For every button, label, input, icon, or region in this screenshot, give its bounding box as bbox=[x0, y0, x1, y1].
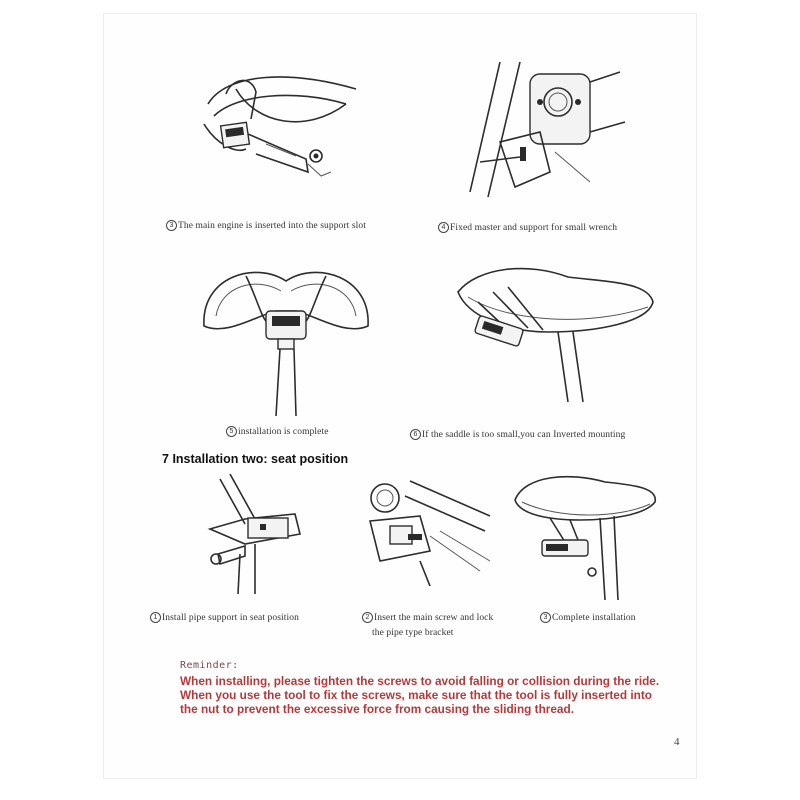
caption-step-6: 6 If the saddle is too small,you can Inverted mounting bbox=[410, 429, 625, 440]
page-number: 4 bbox=[674, 736, 680, 748]
figure-engine-insert bbox=[196, 64, 376, 189]
figure-installation-complete bbox=[196, 256, 376, 416]
caption-step-3: 3 The main engine is inserted into the support slot bbox=[166, 220, 366, 231]
section-heading: 7 Installation two: seat position bbox=[162, 452, 349, 466]
reminder-label: Reminder: bbox=[180, 660, 239, 671]
figure-fixed-master bbox=[460, 62, 630, 202]
caption-seat-step-2: 2 Insert the main screw and lock bbox=[362, 612, 493, 623]
caption-seat-step-1: 1 Install pipe support in seat position bbox=[150, 612, 299, 623]
figure-insert-screw bbox=[360, 476, 500, 586]
caption-seat-step-3: 3 Complete installation bbox=[540, 612, 636, 623]
figure-pipe-support bbox=[200, 474, 310, 594]
caption-step-5: 5 installation is complete bbox=[226, 426, 329, 437]
reminder-text: When installing, please tighten the screws to avoid falling or collision during the ride. When you use the tool to fix the screws, make sure that the tool is fully inserted into the nut to prevent the excessive force from causing the sliding thread. bbox=[180, 674, 660, 716]
caption-step-4: 4 Fixed master and support for small wrench bbox=[438, 222, 617, 233]
figure-complete-installation bbox=[510, 470, 660, 600]
caption-seat-step-2-cont: the pipe type bracket bbox=[372, 628, 454, 638]
figure-inverted-mounting bbox=[448, 262, 658, 412]
